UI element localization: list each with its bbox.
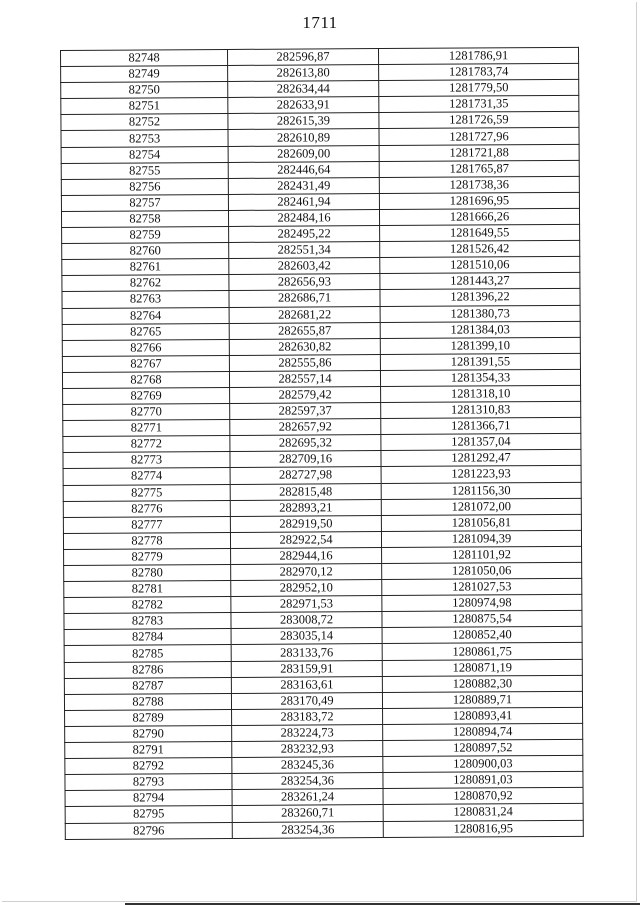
x-coordinate-cell: 282681,22: [229, 306, 380, 323]
x-coordinate-cell: 282695,32: [230, 435, 381, 452]
y-coordinate-cell: 1281696,95: [379, 192, 579, 209]
x-coordinate-cell: 282557,14: [229, 370, 380, 387]
y-coordinate-cell: 1280816,95: [383, 820, 583, 837]
x-coordinate-cell: 282657,92: [230, 419, 381, 436]
point-number-cell: 82761: [62, 259, 229, 276]
table-row: [65, 820, 583, 839]
x-coordinate-cell: 283035,14: [231, 628, 382, 645]
coordinate-table: [60, 47, 584, 840]
x-coordinate-cell: 282656,93: [229, 274, 380, 291]
y-coordinate-cell: 1280891,03: [383, 772, 583, 789]
x-coordinate-cell: 283163,61: [231, 676, 382, 693]
x-coordinate-cell: 282579,42: [230, 387, 381, 404]
y-coordinate-cell: 1280882,30: [382, 675, 582, 692]
x-coordinate-cell: 282461,94: [228, 193, 379, 210]
point-number-cell: 82778: [63, 532, 230, 549]
y-coordinate-cell: 1281156,30: [381, 482, 581, 499]
y-coordinate-cell: 1280852,40: [382, 627, 582, 644]
y-coordinate-cell: 1280889,71: [382, 691, 582, 708]
x-coordinate-cell: 282686,71: [229, 290, 380, 307]
y-coordinate-cell: 1281050,06: [382, 562, 582, 579]
point-number-cell: 82796: [65, 822, 232, 839]
x-coordinate-cell: 282609,00: [228, 145, 379, 162]
x-coordinate-cell: 282952,10: [231, 580, 382, 597]
point-number-cell: 82758: [61, 210, 228, 227]
point-number-cell: 82780: [64, 564, 231, 581]
y-coordinate-cell: 1281510,06: [380, 257, 580, 274]
point-number-cell: 82781: [64, 581, 231, 598]
point-number-cell: 82794: [65, 790, 232, 807]
point-number-cell: 82760: [62, 243, 229, 260]
y-coordinate-cell: 1280900,03: [383, 755, 583, 772]
x-coordinate-cell: 282551,34: [229, 242, 380, 259]
point-number-cell: 82751: [61, 98, 228, 115]
x-coordinate-cell: 283232,93: [232, 741, 383, 758]
point-number-cell: 82759: [62, 227, 229, 244]
point-number-cell: 82765: [62, 323, 229, 340]
x-coordinate-cell: 282970,12: [231, 564, 382, 581]
x-coordinate-cell: 283254,36: [232, 821, 383, 838]
x-coordinate-cell: 282634,44: [228, 81, 379, 98]
y-coordinate-cell: 1281056,81: [381, 514, 581, 531]
x-coordinate-cell: 282610,89: [228, 129, 379, 146]
point-number-cell: 82754: [61, 146, 228, 163]
point-number-cell: 82784: [64, 629, 231, 646]
x-coordinate-cell: 282597,37: [230, 403, 381, 420]
y-coordinate-cell: 1280871,19: [382, 659, 582, 676]
page-number: 1711: [302, 13, 338, 32]
x-coordinate-cell: 282971,53: [231, 596, 382, 613]
y-coordinate-cell: 1280875,54: [382, 611, 582, 628]
x-coordinate-cell: 282922,54: [230, 531, 381, 548]
y-coordinate-cell: 1281366,71: [381, 417, 581, 434]
x-coordinate-cell: 282630,82: [229, 338, 380, 355]
point-number-cell: 82749: [61, 66, 228, 83]
point-number-cell: 82788: [64, 693, 231, 710]
y-coordinate-cell: 1280861,75: [382, 643, 582, 660]
x-coordinate-cell: 282944,16: [231, 547, 382, 564]
y-coordinate-cell: 1281072,00: [381, 498, 581, 515]
x-coordinate-cell: 282603,42: [229, 258, 380, 275]
point-number-cell: 82750: [61, 82, 228, 99]
y-coordinate-cell: 1280893,41: [383, 707, 583, 724]
point-number-cell: 82772: [63, 436, 230, 453]
point-number-cell: 82782: [64, 597, 231, 614]
y-coordinate-cell: 1281779,50: [379, 80, 579, 97]
x-coordinate-cell: 282484,16: [228, 209, 379, 226]
point-number-cell: 82752: [61, 114, 228, 131]
x-coordinate-cell: 283170,49: [231, 692, 382, 709]
y-coordinate-cell: 1281738,36: [379, 176, 579, 193]
x-coordinate-cell: 283159,91: [231, 660, 382, 677]
y-coordinate-cell: 1281727,96: [379, 128, 579, 145]
x-coordinate-cell: 282431,49: [228, 177, 379, 194]
point-number-cell: 82756: [61, 178, 228, 195]
point-number-cell: 82763: [62, 291, 229, 308]
point-number-cell: 82775: [63, 484, 230, 501]
x-coordinate-cell: 282633,91: [228, 97, 379, 114]
y-coordinate-cell: 1281666,26: [379, 208, 579, 225]
point-number-cell: 82757: [61, 194, 228, 211]
y-coordinate-cell: 1280894,74: [383, 723, 583, 740]
point-number-cell: 82793: [65, 774, 232, 791]
point-number-cell: 82791: [65, 741, 232, 758]
x-coordinate-cell: 282919,50: [230, 515, 381, 532]
point-number-cell: 82777: [63, 516, 230, 533]
y-coordinate-cell: 1281027,53: [382, 578, 582, 595]
x-coordinate-cell: 283008,72: [231, 612, 382, 629]
x-coordinate-cell: 282815,48: [230, 483, 381, 500]
point-number-cell: 82785: [64, 645, 231, 662]
y-coordinate-cell: 1281223,93: [381, 466, 581, 483]
y-coordinate-cell: 1281726,59: [379, 112, 579, 129]
point-number-cell: 82787: [64, 677, 231, 694]
x-coordinate-cell: 282596,87: [227, 49, 378, 66]
point-number-cell: 82748: [61, 49, 228, 66]
point-number-cell: 82770: [63, 404, 230, 421]
y-coordinate-cell: 1281443,27: [380, 273, 580, 290]
y-coordinate-cell: 1281292,47: [381, 450, 581, 467]
y-coordinate-cell: 1281649,55: [380, 224, 580, 241]
point-number-cell: 82783: [64, 613, 231, 630]
x-coordinate-cell: 282495,22: [229, 226, 380, 243]
y-coordinate-cell: 1280897,52: [383, 739, 583, 756]
point-number-cell: 82790: [65, 725, 232, 742]
x-coordinate-cell: 283245,36: [232, 757, 383, 774]
y-coordinate-cell: 1281396,22: [380, 289, 580, 306]
point-number-cell: 82773: [63, 452, 230, 469]
y-coordinate-cell: 1280870,92: [383, 788, 583, 805]
point-number-cell: 82795: [65, 806, 232, 823]
y-coordinate-cell: 1281384,03: [380, 321, 580, 338]
x-coordinate-cell: 282615,39: [228, 113, 379, 130]
y-coordinate-cell: 1281731,35: [379, 96, 579, 113]
y-coordinate-cell: 1281721,88: [379, 144, 579, 161]
y-coordinate-cell: 1281357,04: [381, 434, 581, 451]
y-coordinate-cell: 1281101,92: [382, 546, 582, 563]
x-coordinate-cell: 282613,80: [228, 65, 379, 82]
x-coordinate-cell: 282893,21: [230, 499, 381, 516]
y-coordinate-cell: 1281354,33: [380, 369, 580, 386]
table-body: [61, 47, 584, 839]
point-number-cell: 82786: [64, 661, 231, 678]
x-coordinate-cell: 283261,24: [232, 789, 383, 806]
point-number-cell: 82792: [65, 758, 232, 775]
point-number-cell: 82774: [63, 468, 230, 485]
point-number-cell: 82771: [63, 420, 230, 437]
x-coordinate-cell: 282709,16: [230, 451, 381, 468]
point-number-cell: 82768: [62, 371, 229, 388]
y-coordinate-cell: 1281380,73: [380, 305, 580, 322]
x-coordinate-cell: 282446,64: [228, 161, 379, 178]
y-coordinate-cell: 1281786,91: [378, 47, 578, 64]
y-coordinate-cell: 1281310,83: [381, 401, 581, 418]
point-number-cell: 82762: [62, 275, 229, 292]
y-coordinate-cell: 1280974,98: [382, 595, 582, 612]
y-coordinate-cell: 1281526,42: [380, 240, 580, 257]
point-number-cell: 82776: [63, 500, 230, 517]
y-coordinate-cell: 1281094,39: [381, 530, 581, 547]
x-coordinate-cell: 282555,86: [229, 354, 380, 371]
y-coordinate-cell: 1281783,74: [379, 63, 579, 80]
point-number-cell: 82766: [62, 339, 229, 356]
x-coordinate-cell: 282727,98: [230, 467, 381, 484]
y-coordinate-cell: 1281765,87: [379, 160, 579, 177]
point-number-cell: 82789: [65, 709, 232, 726]
x-coordinate-cell: 283224,73: [232, 724, 383, 741]
x-coordinate-cell: 283183,72: [232, 708, 383, 725]
y-coordinate-cell: 1281318,10: [381, 385, 581, 402]
point-number-cell: 82767: [62, 355, 229, 372]
point-number-cell: 82779: [64, 548, 231, 565]
point-number-cell: 82769: [63, 387, 230, 404]
y-coordinate-cell: 1280831,24: [383, 804, 583, 821]
y-coordinate-cell: 1281391,55: [380, 353, 580, 370]
x-coordinate-cell: 283133,76: [231, 644, 382, 661]
y-coordinate-cell: 1281399,10: [380, 337, 580, 354]
point-number-cell: 82753: [61, 130, 228, 147]
x-coordinate-cell: 283254,36: [232, 773, 383, 790]
point-number-cell: 82764: [62, 307, 229, 324]
point-number-cell: 82755: [61, 162, 228, 179]
x-coordinate-cell: 283260,71: [232, 805, 383, 822]
x-coordinate-cell: 282655,87: [229, 322, 380, 339]
